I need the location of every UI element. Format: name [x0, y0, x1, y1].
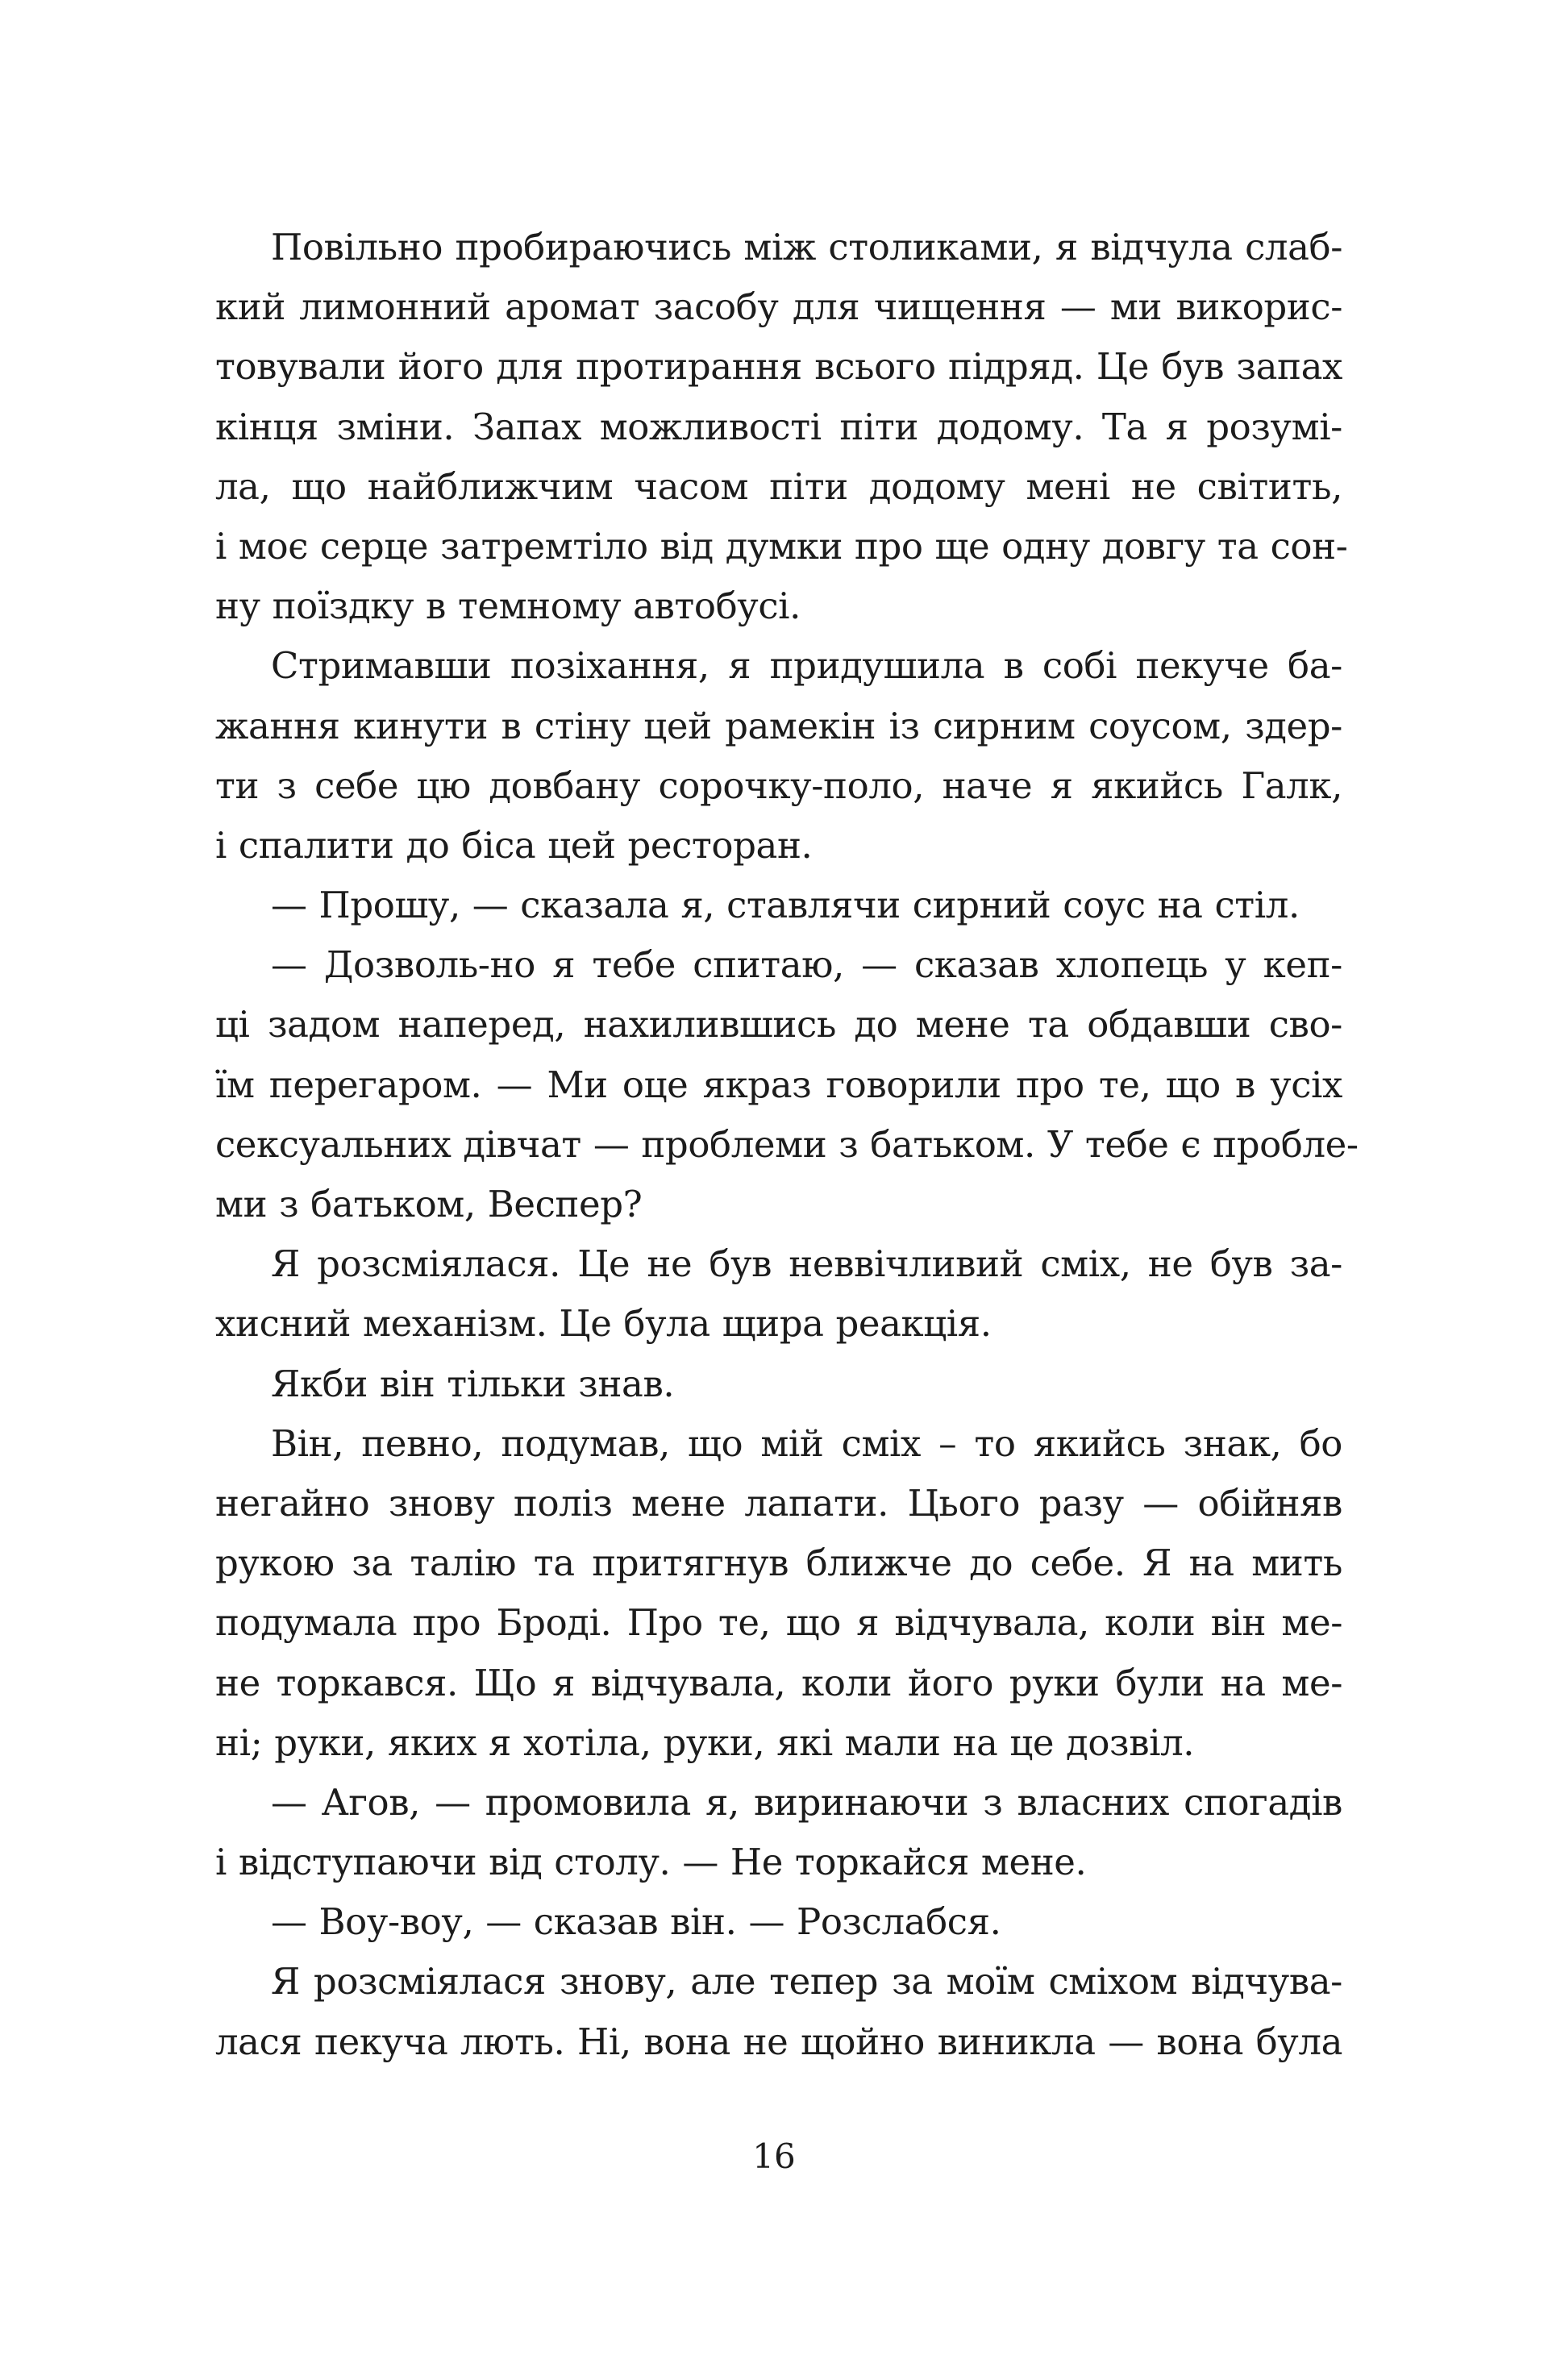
text-line: не торкався. Що я відчувала, коли його руки були на ме- [215, 1661, 1342, 1704]
text-line: і відступаючи від столу. — Не торкайся мене. [215, 1841, 1087, 1884]
text-line: ці задом наперед, нахилившись до мене та обдавши сво- [215, 1003, 1342, 1046]
text-line: ні; руки, яких я хотіла, руки, які мали на це дозвіл. [215, 1721, 1195, 1764]
text-line: Він, певно, подумав, що мій сміх – то якийсь знак, бо [271, 1421, 1342, 1465]
text-line: ну поїздку в темному автобусі. [215, 585, 801, 628]
text-line: Стримавши позіхання, я придушила в собі пекуче ба- [271, 644, 1342, 688]
text-line: і спалити до біса цей ресторан. [215, 823, 813, 867]
text-line: — Воу-воу, — сказав він. — Розслабся. [271, 1900, 1001, 1944]
text-line: — Прошу, — сказала я, ставлячи сирний соус на стіл. [271, 884, 1300, 927]
text-line: ми з батьком, Веспер? [215, 1183, 643, 1225]
text-line: ла, що найближчим часом піти додому мені не світить, [215, 464, 1342, 508]
text-line: їм перегаром. — Ми оце якраз говорили про те, що в усіх [215, 1063, 1342, 1106]
text-line: — Агов, — промовила я, виринаючи з власних спогадів [271, 1780, 1342, 1824]
text-line: товували його для протирання всього підряд. Це був запах [215, 345, 1342, 389]
body-text [215, 218, 1359, 2072]
text-line: Я розсміялася. Це не був неввічливий сміх, не був за- [271, 1242, 1342, 1286]
text-line: кінця зміни. Запах можливості піти додому. Та я розумі- [215, 405, 1342, 448]
text-line: лася пекуча лють. Ні, вона не щойно виникла — вона була [215, 2020, 1342, 2063]
text-line: кий лимонний аромат засобу для чищення — ми викорис- [215, 285, 1342, 329]
text-line: хисний механізм. Це була щира реакція. [215, 1302, 992, 1346]
text-line: рукою за талію та притягнув ближче до себе. Я на мить [215, 1542, 1342, 1585]
text-line: і моє серце затремтіло від думки про ще одну довгу та сон- [215, 524, 1348, 568]
text-line: жання кинути в стіну цей рамекін із сирним соусом, здер- [215, 704, 1342, 747]
text-line: — Дозволь-но я тебе спитаю, — сказав хлопець у кеп- [271, 943, 1342, 987]
text-line: негайно знову поліз мене лапати. Цього разу — обійняв [215, 1481, 1342, 1525]
page-number: 16 [752, 2137, 796, 2176]
text-line: Повільно пробираючись між столиками, я відчула слаб- [271, 226, 1342, 268]
text-line: ти з себе цю довбану сорочку-поло, наче я якийсь Галк, [215, 764, 1342, 807]
text-line: подумала про Броді. Про те, що я відчувала, коли він ме- [215, 1601, 1342, 1645]
text-line: Якби він тільки знав. [271, 1362, 675, 1405]
text-line: Я розсміялася знову, але тепер за моїм сміхом відчува- [271, 1960, 1342, 2003]
text-line: сексуальних дівчат — проблеми з батьком. У тебе є пробле- [215, 1122, 1359, 1166]
